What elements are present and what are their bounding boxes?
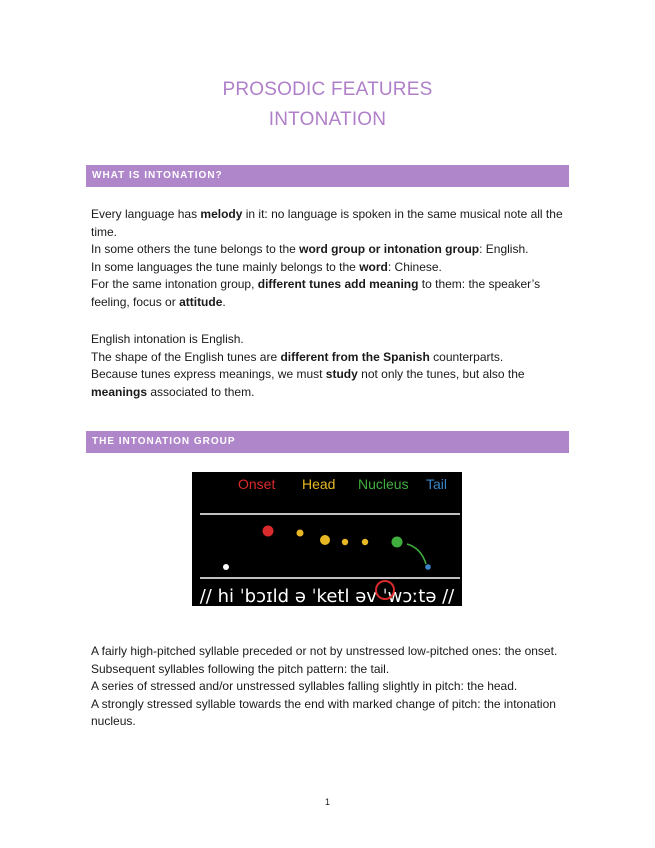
onset-label: Onset — [238, 476, 276, 492]
text-line: In some others the tune belongs to the word group or intonation group: English. — [91, 242, 529, 257]
text-line: Subsequent syllables following the pitch pattern: the tail. — [91, 661, 390, 676]
nucleus-dot — [392, 537, 403, 548]
paragraph-what-is-intonation — [91, 206, 566, 312]
text-line: A strongly stressed syllable towards the end with marked change of pitch: the intonation nucleus. — [91, 696, 556, 729]
text-line: For the same intonation group, different tunes add meaning to them: the speaker’s feeling, focus or attitude. — [91, 277, 541, 309]
unstressed-syllable-dot — [223, 564, 229, 570]
head-dot — [297, 530, 304, 537]
text-line: Because tunes express meanings, we must study not only the tunes, but also the meanings associated to them. — [91, 367, 525, 399]
intonation-diagram — [192, 472, 462, 606]
text-line: A series of stressed and/or unstressed syllables falling slightly in pitch: the head. — [91, 679, 518, 694]
page-title: PROSODIC FEATURES — [222, 79, 433, 100]
tail-dot — [425, 564, 431, 570]
head-dot — [362, 539, 368, 545]
tail-label: Tail — [426, 476, 448, 492]
text-line: Every language has melody in it: no language is spoken in the same musical note all the time. — [91, 207, 563, 239]
page-number: 1 — [324, 797, 330, 807]
text-line: In some languages the tune mainly belongs to the word: Chinese. — [91, 259, 442, 274]
text-line: The shape of the English tunes are different from the Spanish counterparts. — [91, 349, 504, 364]
paragraph-intonation-group — [91, 643, 566, 731]
text-line: A fairly high-pitched syllable preceded or not by unstressed low-pitched ones: the onset. — [91, 644, 558, 658]
nucleus-label: Nucleus — [358, 476, 409, 492]
paragraph-english-intonation — [91, 331, 566, 401]
head-label: Head — [302, 476, 336, 492]
head-dot — [320, 535, 330, 545]
text-line: English intonation is English. — [91, 332, 244, 346]
head-dot — [342, 539, 348, 545]
section-heading-intonation-group: THE INTONATION GROUP — [86, 431, 569, 453]
section-heading-what-is-intonation: WHAT IS INTONATION? — [86, 165, 569, 187]
onset-dot — [263, 526, 274, 537]
nucleus-fall-curve — [407, 544, 426, 564]
phonetic-transcription: // hi ˈbɔɪld ə ˈketl əv ˈwɔːtə // — [199, 586, 455, 606]
page-subtitle: INTONATION — [268, 109, 387, 130]
